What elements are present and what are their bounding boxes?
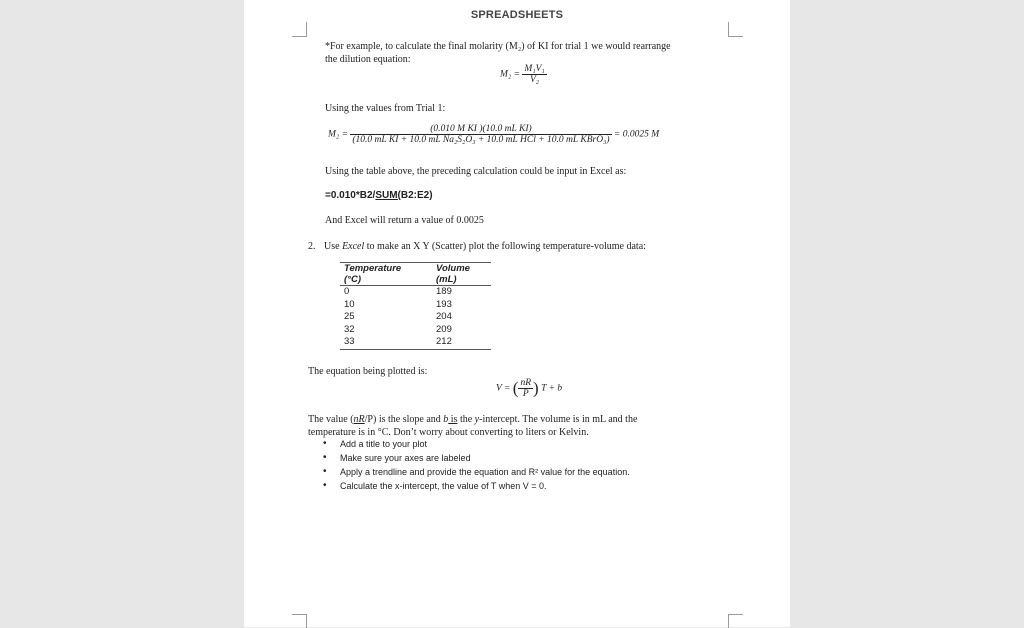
table-row [340, 324, 491, 337]
intro-line-2: the dilution equation: [325, 54, 411, 65]
excel-formula-prefix: =0.010*B2/ [325, 190, 376, 201]
equation-plotted-label: The equation being plotted is: [308, 366, 428, 377]
table-cell: 10 [344, 298, 355, 310]
excel-formula [325, 190, 433, 201]
question-2-post: to make an X Y (Scatter) plot the following temperature-volume data: [364, 241, 646, 252]
eq2-numerator: (0.010 M KI )(10.0 mL KI) [430, 124, 532, 134]
eq2-lhs: M₂ = [328, 129, 349, 140]
document-page [244, 0, 790, 627]
volume-header-line1: Volume [436, 263, 470, 274]
table-cell: 25 [344, 311, 355, 322]
list-item: • Add a title to your plot [308, 437, 768, 451]
table-cell: 204 [436, 311, 452, 322]
list-item: • Apply a trendline and provide the equation and R² value for the equation. [308, 465, 768, 479]
table-cell: 209 [436, 323, 452, 335]
question-2-pre: Use [324, 241, 343, 252]
table-header-volume [432, 263, 491, 286]
temperature-volume-table-wrap [340, 262, 491, 350]
eq2-denominator: (10.0 mL KI + 10.0 mL Na₂S₂O₃ + 10.0 mL HCl + 10.0 mL KBrO₃) [352, 135, 610, 145]
eq1-numerator: M₁V₁ [524, 64, 545, 74]
desc-part: /P) is the slope and [364, 414, 444, 425]
instruction-list [308, 437, 768, 493]
eq2-result: = 0.0025 M [613, 129, 660, 140]
temperature-header-line2: (°C) [344, 274, 361, 285]
desc-part: -intercept. The volume is in mL and the [479, 414, 638, 425]
desc-part: the [457, 414, 475, 425]
table-header-temperature [340, 263, 432, 286]
trial-equation [328, 124, 659, 145]
eq3-rest: T + b [541, 383, 563, 394]
eq1-denominator: V₂ [522, 74, 546, 85]
table-cell: 193 [436, 298, 452, 310]
intro-line-1: *For example, to calculate the final molarity (M₂) of KI for trial 1 we would rearrange [325, 41, 671, 52]
desc-y: y [474, 414, 480, 425]
eq3-denominator: P [518, 388, 533, 399]
table-cell: 32 [344, 323, 355, 335]
temperature-volume-table [340, 262, 491, 350]
instruction-list-wrap [308, 437, 768, 493]
eq1-lhs: M₂ = [500, 69, 521, 80]
eq3-numerator: nR [520, 378, 532, 388]
desc-is: is [448, 414, 458, 425]
description-line-2: temperature is in °C. Don’t worry about converting to liters or Kelvin. [308, 427, 589, 438]
table-row [340, 299, 491, 312]
table-row [340, 336, 491, 349]
page-corner-mark [292, 22, 307, 37]
question-2-excel: Excel [342, 241, 365, 252]
table-cell: 33 [344, 336, 355, 347]
page-header: SPREADSHEETS [470, 9, 564, 21]
desc-b: b [443, 414, 449, 425]
volume-header-line2: (mL) [436, 274, 457, 285]
list-item: • Make sure your axes are labeled [308, 451, 768, 465]
temperature-header-line1: Temperature [344, 263, 402, 274]
desc-part: The value ( [308, 414, 354, 425]
excel-label: Using the table above, the preceding calculation could be input in Excel as: [325, 166, 627, 177]
question-2 [308, 240, 646, 253]
desc-nr: nR [353, 414, 365, 425]
description-line-1 [308, 413, 637, 426]
list-item: • Calculate the x-intercept, the value of T when V = 0. [308, 479, 768, 493]
page-corner-mark [292, 614, 307, 628]
table-cell: 212 [436, 336, 452, 347]
trial-label: Using the values from Trial 1: [325, 103, 446, 114]
table-cell: 0 [344, 286, 350, 297]
excel-formula-suffix: B2:E2) [400, 190, 433, 201]
table-row [340, 286, 491, 299]
page-corner-mark [728, 614, 743, 628]
dilution-equation [500, 64, 547, 85]
question-2-number: 2. [308, 241, 316, 252]
table-row [340, 311, 491, 324]
plotted-equation: V = ( $\frac{nR}{P}$ ) T + b [496, 378, 563, 399]
excel-return-text: And Excel will return a value of 0.0025 [325, 215, 484, 226]
eq3-lhs: V = [496, 383, 511, 394]
excel-formula-function: SUM( [375, 190, 401, 201]
table-cell: 189 [436, 286, 452, 297]
page-corner-mark [728, 22, 743, 37]
